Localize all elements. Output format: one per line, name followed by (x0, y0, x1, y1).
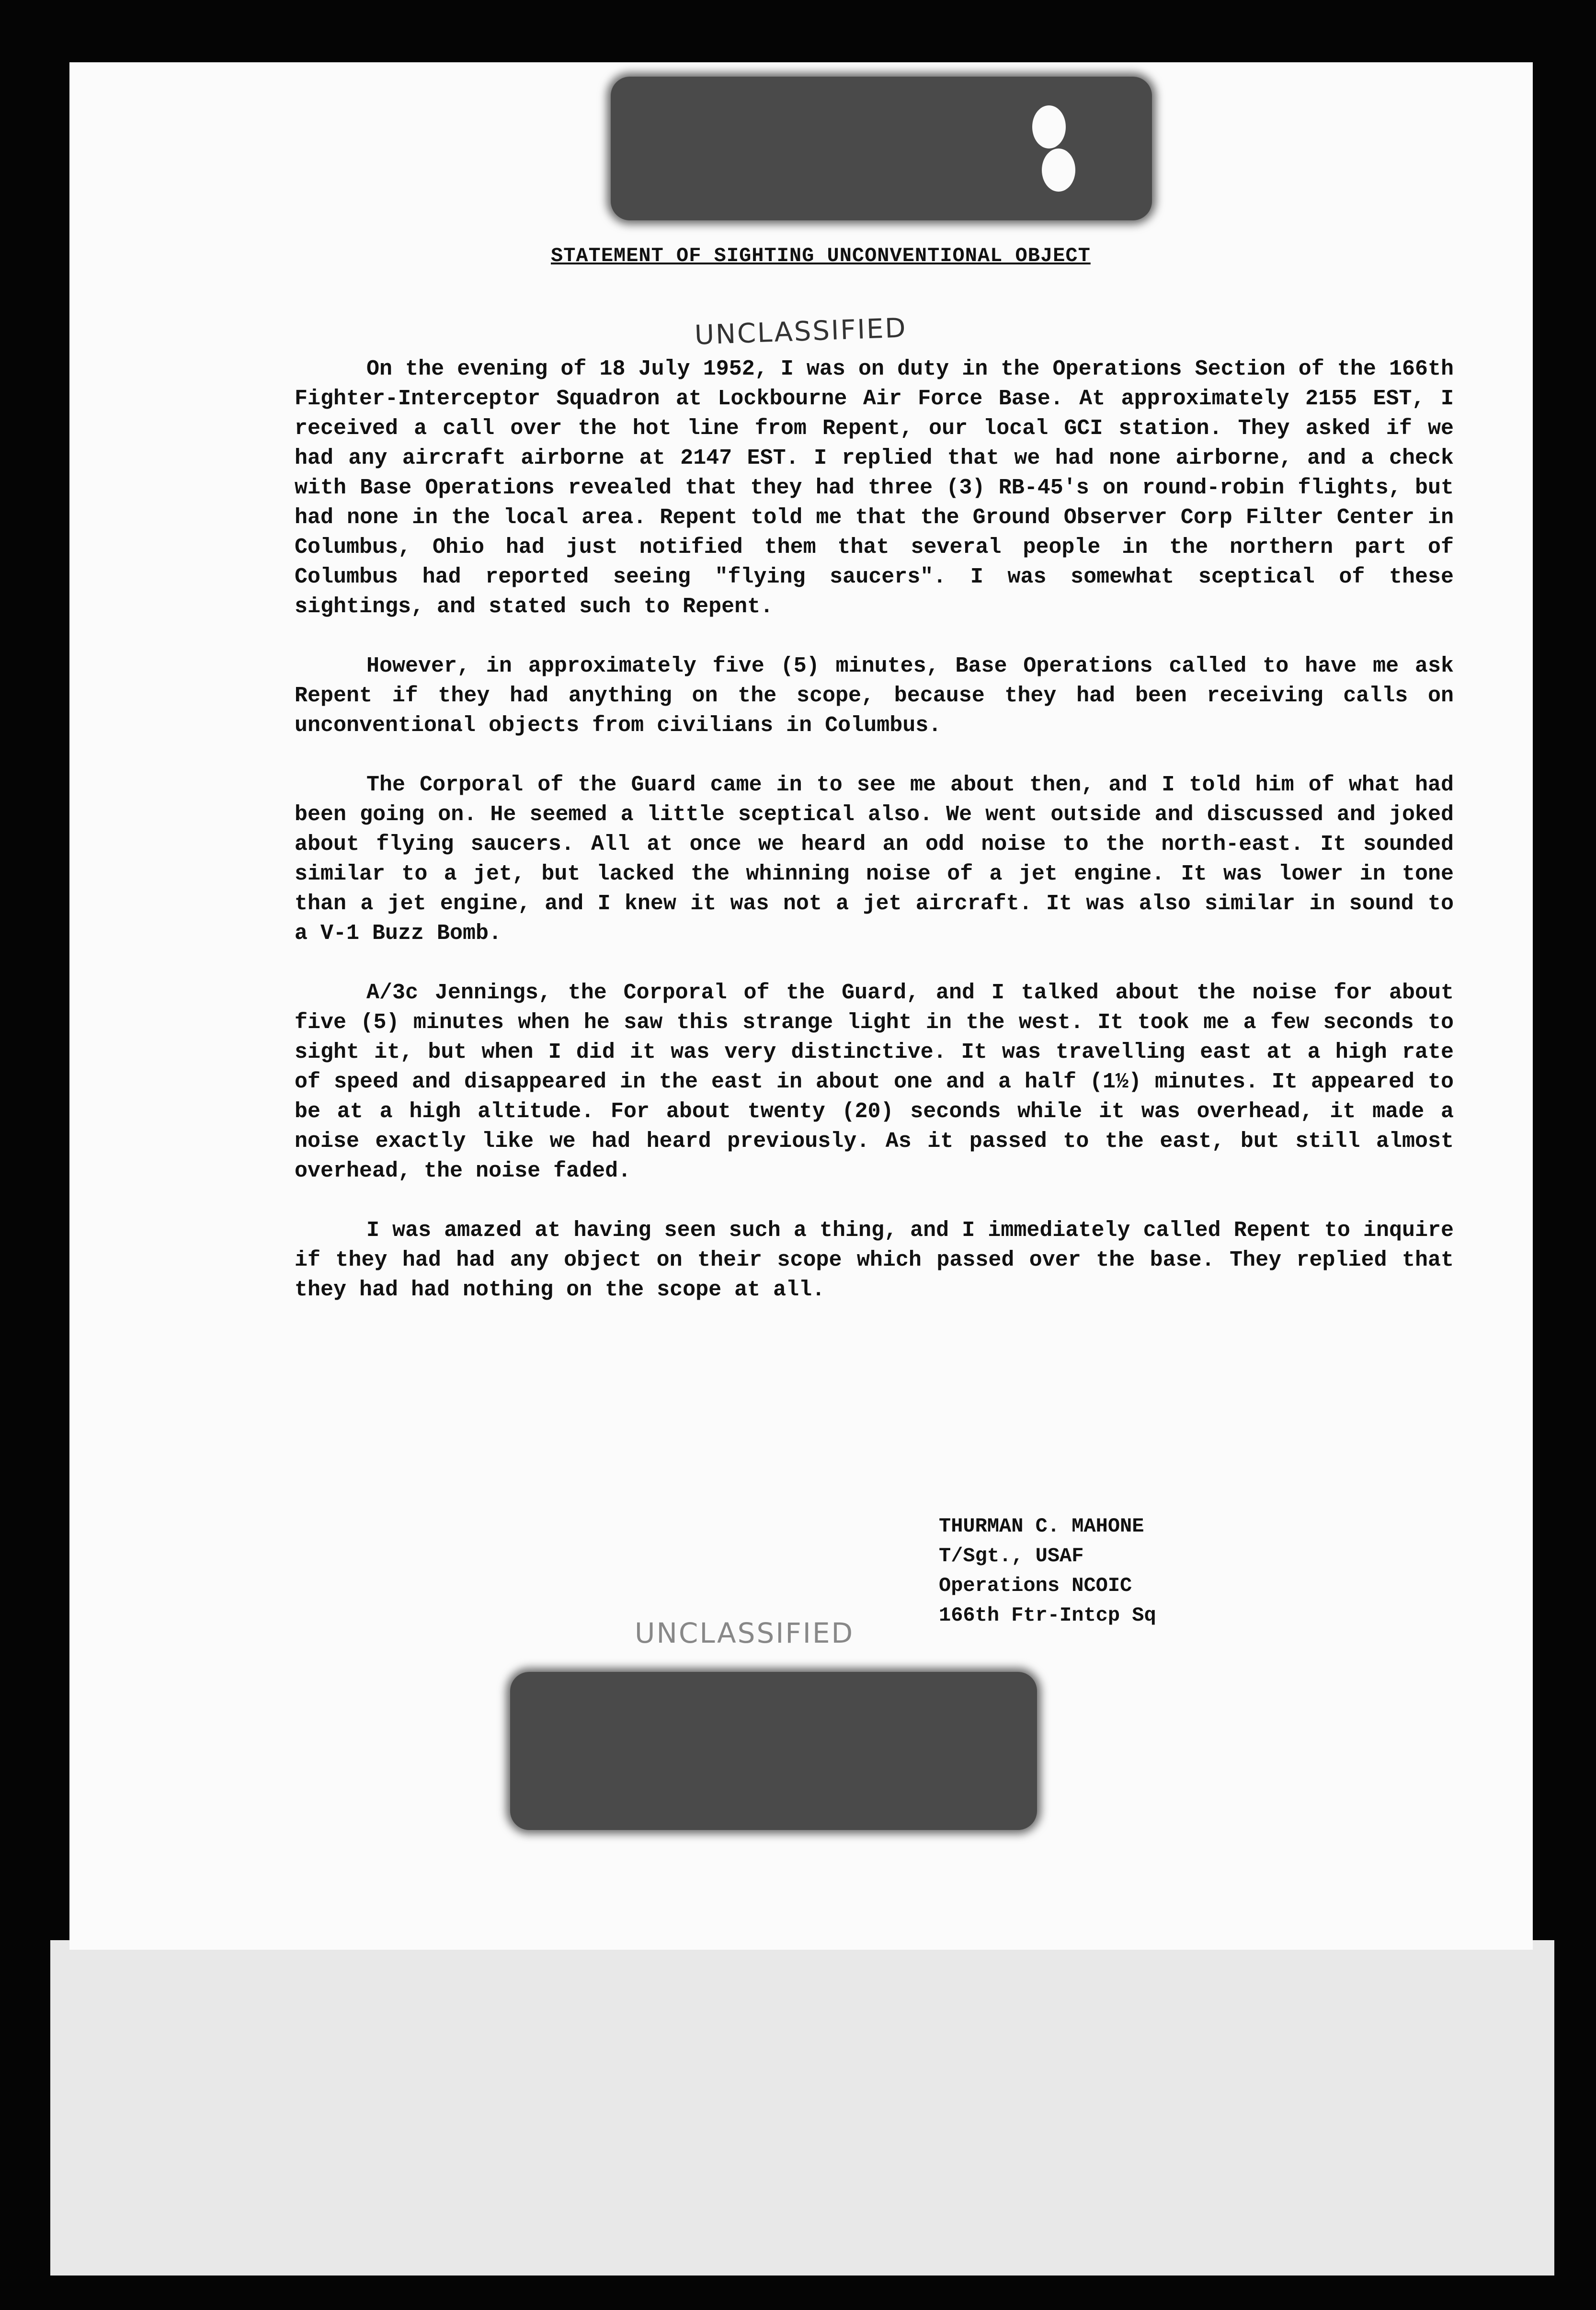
punch-hole (1042, 149, 1075, 192)
paragraph-1: On the evening of 18 July 1952, I was on duty in the Operations Section of the 166th Fighter-Interceptor Squadron at Lockbourne Air Force Base. At approximately 2155 EST, I received a call over the hot line from Repent, our local GCI station. They asked if we had any aircraft airborne at 2147 EST. I replied that we had none airborne, and a check with Base Operations revealed that they had three (3) RB-45's on round-robin flights, but had none in the local area. Repent told me that the Ground Observer Corp Filter Center in Columbus, Ohio had just notified them that several people in the northern part of Columbus had reported seeing "flying saucers". I was somewhat sceptical of these sightings, and stated such to Repent. (295, 357, 1454, 619)
punch-hole (1032, 105, 1066, 149)
paragraph-4: A/3c Jennings, the Corporal of the Guard, and I talked about the noise for about five (5) minutes when he saw this strange light in the west. It took me a few seconds to sight it, but when I did it was very distinctive. It was travelling east at a high rate of speed and disappeared in the east in about one and a half (1½) minutes. It appeared to be at a high altitude. For about twenty (20) seconds while it was overhead, it made a noise exactly like we had heard previously. As it passed to the east, but still almost overhead, the noise faded. (295, 981, 1454, 1183)
signature-rank: T/Sgt., USAF (939, 1544, 1084, 1567)
document-body (295, 355, 1454, 1335)
film-margin (50, 1940, 1554, 2276)
document-title: STATEMENT OF SIGHTING UNCONVENTIONAL OBJECT (551, 244, 1091, 267)
paragraph-2: However, in approximately five (5) minutes, Base Operations called to have me ask Repent if they had anything on the scope, because they had been receiving calls on unconventional objects from civilians in Columbus. (295, 654, 1454, 738)
paragraph-3: The Corporal of the Guard came in to see me about then, and I told him of what had been going on. He seemed a little sceptical also. We went outside and discussed and joked about flying saucers. All at once we heard an odd noise to the north-east. It sounded similar to a jet, but lacked the whinning noise of a jet engine. It was lower in tone than a jet engine, and I knew it was not a jet aircraft. It was also similar in sound to a V-1 Buzz Bomb. (295, 773, 1454, 946)
signature-unit: 166th Ftr-Intcp Sq (939, 1604, 1156, 1627)
redaction-block-top (611, 77, 1152, 220)
signature-position: Operations NCOIC (939, 1574, 1132, 1597)
redaction-block-bottom (510, 1672, 1037, 1830)
unclassified-stamp-bottom: UNCLASSIFIED (635, 1617, 855, 1649)
signature-name: THURMAN C. MAHONE (939, 1515, 1144, 1538)
paragraph-5: I was amazed at having seen such a thing, and I immediately called Repent to inquire if they had had any object on their scope which passed over the base. They replied that they had had nothing on the scope at all. (295, 1218, 1454, 1302)
unclassified-stamp-top: UNCLASSIFIED (694, 312, 908, 351)
document-page (69, 62, 1533, 1950)
signature-block (939, 1511, 1156, 1630)
